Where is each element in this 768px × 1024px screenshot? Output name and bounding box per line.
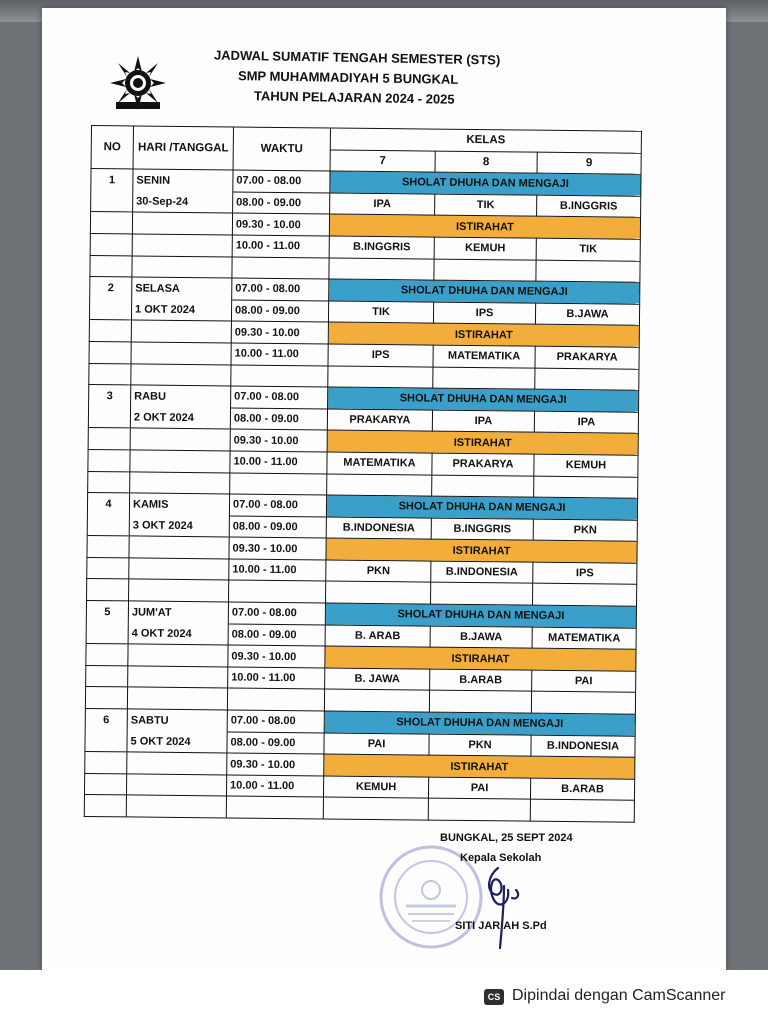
empty-cell bbox=[132, 256, 232, 279]
subject-cell: B.JAWA bbox=[430, 626, 532, 649]
time-slot: 08.00 - 09.00 bbox=[228, 624, 325, 647]
time-slot: 07.00 - 08.00 bbox=[231, 386, 328, 409]
kelas-8-header: 8 bbox=[435, 151, 537, 174]
time-slot: 08.00 - 09.00 bbox=[231, 300, 328, 323]
day-number-empty bbox=[86, 622, 128, 644]
time-slot: 08.00 - 09.00 bbox=[229, 516, 326, 539]
subject-cell: PKN bbox=[429, 734, 531, 757]
day-number-empty bbox=[84, 773, 126, 795]
day-date-empty bbox=[130, 450, 230, 473]
empty-cell bbox=[530, 800, 634, 823]
day-number-empty bbox=[90, 212, 132, 234]
day-number-empty bbox=[89, 341, 131, 363]
handwritten-signature-icon bbox=[474, 856, 534, 952]
subject-cell: TIK bbox=[536, 238, 640, 261]
time-slot: 09.30 - 10.00 bbox=[232, 213, 329, 236]
empty-cell bbox=[428, 798, 530, 821]
day-number-empty bbox=[87, 536, 129, 558]
subject-cell: B.INDONESIA bbox=[326, 517, 431, 540]
empty-cell bbox=[130, 471, 230, 494]
istirahat-banner: ISTIRAHAT bbox=[328, 322, 639, 347]
subject-cell: IPS bbox=[328, 344, 433, 367]
table-header-row bbox=[91, 126, 641, 153]
empty-cell bbox=[323, 797, 428, 820]
sholat-banner: SHOLAT DHUHA DAN MENGAJI bbox=[328, 387, 639, 412]
schedule-body bbox=[84, 169, 641, 823]
day-number: 3 bbox=[89, 385, 131, 407]
empty-cell bbox=[434, 259, 536, 282]
time-slot: 08.00 - 09.00 bbox=[227, 732, 324, 755]
subject-cell: PRAKARYA bbox=[432, 453, 534, 476]
empty-cell bbox=[126, 795, 226, 818]
subject-cell: PRAKARYA bbox=[535, 346, 639, 369]
col-kelas-header: KELAS bbox=[330, 128, 641, 153]
day-date-empty bbox=[129, 558, 229, 581]
day-date-empty bbox=[128, 666, 228, 689]
camscanner-logo-icon: CS bbox=[484, 989, 504, 1005]
istirahat-banner: ISTIRAHAT bbox=[326, 538, 637, 563]
header-year: TAHUN PELAJARAN 2024 - 2025 bbox=[253, 88, 455, 107]
time-slot: 07.00 - 08.00 bbox=[233, 170, 330, 193]
time-slot: 10.00 - 11.00 bbox=[229, 559, 326, 582]
time-slot: 08.00 - 09.00 bbox=[230, 408, 327, 431]
day-number-empty bbox=[88, 406, 130, 428]
empty-cell bbox=[536, 260, 640, 283]
time-slot: 07.00 - 08.00 bbox=[232, 278, 329, 301]
day-number-empty bbox=[86, 665, 128, 687]
time-slot: 07.00 - 08.00 bbox=[228, 602, 325, 625]
day-number-empty bbox=[87, 557, 129, 579]
empty-cell bbox=[531, 692, 635, 715]
day-number: 6 bbox=[85, 709, 127, 731]
time-slot: 07.00 - 08.00 bbox=[227, 710, 324, 733]
time-slot: 09.30 - 10.00 bbox=[228, 645, 325, 668]
subject-cell: B.ARAB bbox=[530, 778, 634, 801]
istirahat-banner: ISTIRAHAT bbox=[324, 754, 635, 779]
empty-cell bbox=[89, 363, 131, 385]
sholat-banner: SHOLAT DHUHA DAN MENGAJI bbox=[325, 603, 636, 628]
time-slot: 09.30 - 10.00 bbox=[227, 753, 324, 776]
empty-cell bbox=[87, 579, 129, 601]
signature-role: Kepala Sekolah bbox=[460, 852, 542, 864]
day-number-empty bbox=[87, 514, 129, 536]
empty-cell bbox=[433, 367, 535, 390]
day-date-empty bbox=[131, 342, 231, 365]
subject-cell: PKN bbox=[533, 519, 637, 542]
camscanner-watermark: Dipindai dengan CamScanner bbox=[512, 987, 726, 1004]
empty-cell bbox=[329, 258, 434, 281]
day-date-empty bbox=[126, 774, 226, 797]
subject-cell: MATEMATIKA bbox=[327, 452, 432, 475]
day-number-empty bbox=[85, 730, 127, 752]
day-name: KAMIS bbox=[129, 493, 229, 516]
empty-cell bbox=[532, 584, 636, 607]
time-slot: 09.30 - 10.00 bbox=[231, 321, 328, 344]
kelas-7-header: 7 bbox=[330, 150, 435, 173]
subject-cell: KEMUH bbox=[534, 454, 638, 477]
time-slot: 07.00 - 08.00 bbox=[229, 494, 326, 517]
time-slot: 10.00 - 11.00 bbox=[228, 667, 325, 690]
sholat-banner: SHOLAT DHUHA DAN MENGAJI bbox=[330, 171, 641, 196]
subject-cell: MATEMATIKA bbox=[532, 627, 636, 650]
day-date: 5 OKT 2024 bbox=[127, 731, 227, 754]
subject-cell: B.JAWA bbox=[535, 303, 639, 326]
empty-cell bbox=[227, 688, 324, 711]
istirahat-banner: ISTIRAHAT bbox=[325, 646, 636, 671]
subject-cell: IPA bbox=[534, 411, 638, 434]
day-date-empty bbox=[128, 644, 228, 667]
empty-cell bbox=[328, 366, 433, 389]
empty-cell bbox=[535, 368, 639, 391]
subject-cell: B. ARAB bbox=[325, 625, 430, 648]
day-date: 2 OKT 2024 bbox=[130, 407, 230, 430]
time-slot: 10.00 - 11.00 bbox=[226, 775, 323, 798]
empty-cell bbox=[88, 471, 130, 493]
day-date-empty bbox=[127, 752, 227, 775]
empty-cell bbox=[230, 472, 327, 495]
empty-cell bbox=[127, 687, 227, 710]
time-slot: 10.00 - 11.00 bbox=[232, 235, 329, 258]
time-slot: 08.00 - 09.00 bbox=[233, 192, 330, 215]
empty-cell bbox=[131, 363, 231, 386]
day-date-empty bbox=[131, 320, 231, 343]
empty-cell bbox=[429, 691, 531, 714]
day-date-empty bbox=[130, 428, 230, 451]
day-date: 3 OKT 2024 bbox=[129, 515, 229, 538]
empty-cell bbox=[229, 580, 326, 603]
subject-cell: IPS bbox=[533, 562, 637, 585]
day-number-empty bbox=[89, 320, 131, 342]
col-no-header: NO bbox=[91, 126, 133, 170]
subject-cell: IPS bbox=[433, 302, 535, 325]
day-number-empty bbox=[85, 752, 127, 774]
subject-cell: PRAKARYA bbox=[327, 409, 432, 432]
signature-place-date: BUNGKAL, 25 SEPT 2024 bbox=[440, 832, 573, 844]
subject-cell: PAI bbox=[428, 777, 530, 800]
exam-schedule-table bbox=[84, 125, 642, 823]
empty-cell bbox=[534, 476, 638, 499]
day-number-empty bbox=[89, 298, 131, 320]
muhammadiyah-logo-icon bbox=[108, 54, 168, 112]
subject-cell: B.INGGRIS bbox=[537, 195, 641, 218]
sholat-banner: SHOLAT DHUHA DAN MENGAJI bbox=[324, 711, 635, 736]
istirahat-banner: ISTIRAHAT bbox=[329, 214, 640, 239]
subject-cell: IPA bbox=[330, 193, 435, 216]
empty-cell bbox=[90, 255, 132, 277]
time-slot: 10.00 - 11.00 bbox=[230, 451, 327, 474]
empty-cell bbox=[431, 583, 533, 606]
col-day-header: HARI /TANGGAL bbox=[133, 126, 233, 170]
time-slot: 09.30 - 10.00 bbox=[229, 537, 326, 560]
subject-cell: PAI bbox=[324, 733, 429, 756]
day-number: 5 bbox=[86, 601, 128, 623]
kelas-9-header: 9 bbox=[537, 152, 641, 175]
header-title: JADWAL SUMATIF TENGAH SEMESTER (STS) bbox=[213, 47, 501, 68]
day-number-empty bbox=[90, 233, 132, 255]
day-number-empty bbox=[88, 428, 130, 450]
day-number: 1 bbox=[91, 169, 133, 191]
subject-cell: MATEMATIKA bbox=[433, 345, 535, 368]
subject-cell: B.INDONESIA bbox=[531, 735, 635, 758]
empty-cell bbox=[84, 795, 126, 817]
day-name: SELASA bbox=[132, 277, 232, 300]
subject-cell: TIK bbox=[328, 301, 433, 324]
time-slot: 10.00 - 11.00 bbox=[231, 343, 328, 366]
empty-cell bbox=[129, 579, 229, 602]
day-number-empty bbox=[91, 190, 133, 212]
istirahat-banner: ISTIRAHAT bbox=[327, 430, 638, 455]
empty-cell bbox=[226, 796, 323, 819]
day-number-empty bbox=[88, 449, 130, 471]
empty-cell bbox=[326, 581, 431, 604]
day-number-empty bbox=[86, 644, 128, 666]
subject-cell: PKN bbox=[326, 560, 431, 583]
day-date: 30-Sep-24 bbox=[133, 191, 233, 214]
time-slot: 09.30 - 10.00 bbox=[230, 429, 327, 452]
day-number: 4 bbox=[87, 493, 129, 515]
header-school: SMP MUHAMMADIYAH 5 BUNGKAL bbox=[237, 68, 459, 87]
day-name: SENIN bbox=[133, 169, 233, 192]
signature-name: SITI JARIAH S.Pd bbox=[455, 920, 547, 932]
day-name: SABTU bbox=[127, 709, 227, 732]
empty-cell bbox=[231, 365, 328, 388]
subject-cell: KEMUH bbox=[323, 776, 428, 799]
empty-cell bbox=[327, 473, 432, 496]
day-number: 2 bbox=[90, 277, 132, 299]
day-date-empty bbox=[132, 212, 232, 235]
sholat-banner: SHOLAT DHUHA DAN MENGAJI bbox=[329, 279, 640, 304]
subject-cell: IPA bbox=[432, 410, 534, 433]
day-date-empty bbox=[129, 536, 229, 559]
day-date: 4 OKT 2024 bbox=[128, 623, 228, 646]
subject-cell: B. JAWA bbox=[325, 668, 430, 691]
subject-cell: B.ARAB bbox=[430, 669, 532, 692]
empty-cell bbox=[232, 257, 329, 280]
col-time-header: WAKTU bbox=[233, 127, 330, 171]
day-date-empty bbox=[132, 234, 232, 257]
empty-cell bbox=[324, 689, 429, 712]
subject-cell: B.INGGRIS bbox=[431, 518, 533, 541]
sholat-banner: SHOLAT DHUHA DAN MENGAJI bbox=[326, 495, 637, 520]
subject-cell: KEMUH bbox=[434, 237, 536, 260]
subject-cell: TIK bbox=[435, 194, 537, 217]
subject-cell: B.INGGRIS bbox=[329, 236, 434, 259]
subject-cell: B.INDONESIA bbox=[431, 561, 533, 584]
empty-cell bbox=[85, 687, 127, 709]
day-date: 1 OKT 2024 bbox=[131, 299, 231, 322]
day-name: JUM'AT bbox=[128, 601, 228, 624]
empty-cell bbox=[432, 475, 534, 498]
day-name: RABU bbox=[131, 385, 231, 408]
subject-cell: PAI bbox=[532, 670, 636, 693]
